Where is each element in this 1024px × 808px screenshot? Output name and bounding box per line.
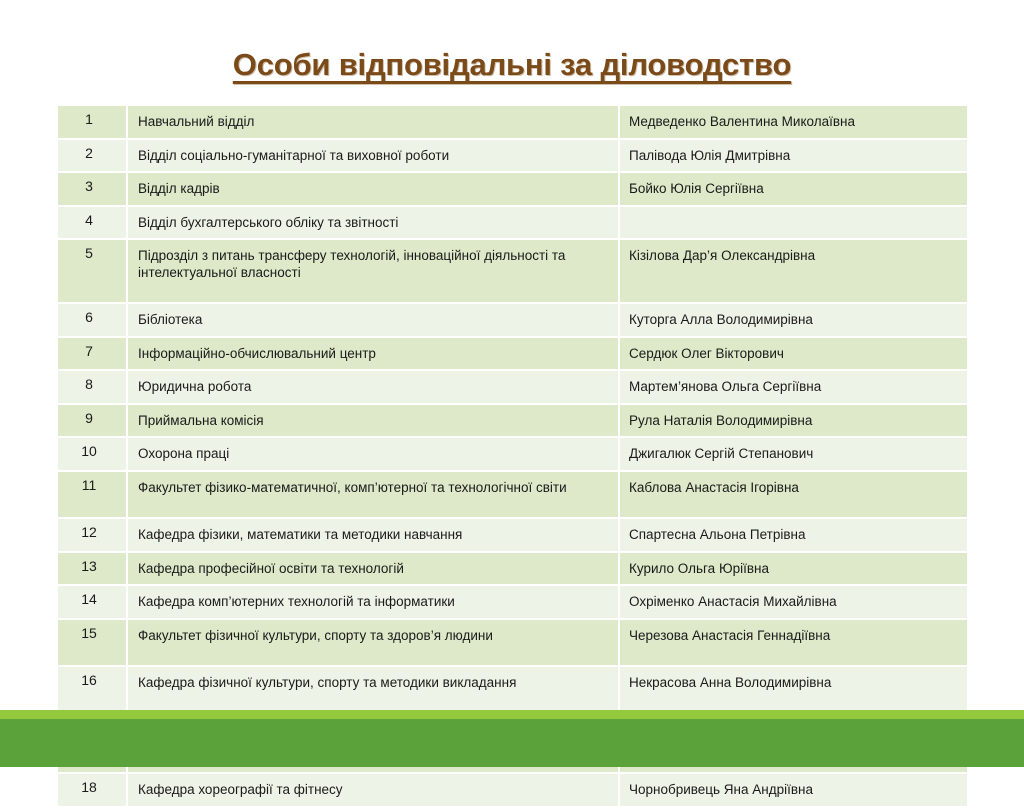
unit-name: Факультет фізичної культури, спорту та здоров’я людини (138, 627, 493, 643)
roster-table (58, 106, 967, 808)
responsible-person-cell (620, 338, 967, 372)
table-row[interactable] (58, 438, 967, 472)
row-number-cell (58, 472, 128, 520)
unit-name: Кафедра фізичної культури, спорту та методики викладання (138, 675, 517, 690)
row-number: 10 (81, 443, 97, 459)
table-row[interactable] (58, 240, 967, 304)
row-number: 1 (85, 111, 93, 127)
responsible-person-cell (620, 472, 967, 520)
unit-name: Навчальний відділ (138, 114, 255, 129)
row-number-cell (58, 173, 128, 207)
unit-cell (128, 371, 620, 405)
row-number: 14 (81, 591, 97, 607)
unit-cell (128, 304, 620, 338)
table-row[interactable] (58, 338, 967, 372)
row-number: 2 (85, 144, 93, 161)
row-number-cell (58, 405, 128, 439)
responsible-person-cell (620, 438, 967, 472)
responsible-person-name: Чорнобривець Яна Андріївна (629, 782, 813, 797)
row-number-cell (58, 519, 128, 553)
responsible-person-cell (620, 620, 967, 668)
responsible-person-cell (620, 304, 967, 338)
row-number: 7 (85, 342, 93, 359)
row-number: 9 (85, 409, 93, 426)
unit-cell (128, 240, 620, 304)
roster-table-body (58, 106, 967, 808)
decor-bar-dark (0, 719, 1024, 767)
table-row[interactable] (58, 472, 967, 520)
unit-name: Юридична робота (138, 379, 252, 394)
responsible-person-name: Мартем’янова Ольга Сергіївна (629, 379, 822, 394)
row-number-cell (58, 553, 128, 587)
row-number-cell (58, 140, 128, 174)
table-row[interactable] (58, 207, 967, 241)
row-number: 4 (85, 211, 93, 228)
table-row[interactable] (58, 371, 967, 405)
unit-name: Кафедра комп’ютерних технологій та інформатики (138, 594, 455, 609)
responsible-person-name: Каблова Анастасія Ігорівна (629, 479, 799, 495)
unit-cell (128, 173, 620, 207)
row-number-cell (58, 207, 128, 241)
unit-cell (128, 553, 620, 587)
unit-cell (128, 586, 620, 620)
table-row[interactable] (58, 774, 967, 808)
responsible-person-cell (620, 173, 967, 207)
responsible-person-cell (620, 140, 967, 174)
responsible-person-cell (620, 519, 967, 553)
table-row[interactable] (58, 553, 967, 587)
responsible-person-name: Джигалюк Сергій Степанович (629, 446, 814, 461)
unit-name: Інформаційно-обчислювальний центр (138, 345, 376, 361)
row-number: 11 (81, 476, 97, 493)
unit-name: Бібліотека (138, 312, 203, 327)
unit-cell (128, 472, 620, 520)
decor-bar-light (0, 710, 1024, 719)
table-row[interactable] (58, 304, 967, 338)
unit-cell (128, 106, 620, 140)
row-number: 13 (81, 557, 97, 574)
unit-cell (128, 774, 620, 808)
responsible-persons-table (58, 106, 967, 808)
row-number-cell (58, 338, 128, 372)
unit-name: Відділ бухгалтерського обліку та звітності (138, 214, 399, 230)
unit-name: Відділ соціально-гуманітарної та виховної роботи (138, 147, 450, 163)
row-number-cell (58, 774, 128, 808)
row-number-cell (58, 304, 128, 338)
unit-cell (128, 620, 620, 668)
row-number-cell (58, 586, 128, 620)
responsible-person-name: Палівода Юлія Дмитрівна (629, 147, 791, 163)
unit-cell (128, 207, 620, 241)
responsible-person-name: Рула Наталія Володимирівна (629, 412, 813, 428)
table-row[interactable] (58, 106, 967, 140)
unit-name: Підрозділ з питань трансферу технологій, інноваційної діяльності та інтелектуальної власності (138, 248, 566, 280)
table-row[interactable] (58, 519, 967, 553)
row-number: 12 (81, 524, 97, 540)
responsible-person-cell (620, 106, 967, 140)
unit-name: Відділ кадрів (138, 181, 220, 196)
responsible-person-name: Некрасова Анна Володимирівна (629, 675, 832, 690)
unit-name: Охорона праці (138, 446, 230, 461)
responsible-person-name: Медведенко Валентина Миколаївна (629, 114, 855, 129)
responsible-person-name: Спартесна Альона Петрівна (629, 527, 806, 542)
unit-cell (128, 338, 620, 372)
unit-name: Кафедра професійної освіти та технологій (138, 560, 404, 576)
responsible-person-name: Куторга Алла Володимирівна (629, 312, 813, 327)
responsible-person-name: Кізілова Дар’я Олександрівна (629, 248, 816, 263)
responsible-person-name (620, 207, 967, 222)
unit-cell (128, 405, 620, 439)
row-number-cell (58, 371, 128, 405)
page-title: Особи відповідальні за діловодство (232, 46, 792, 82)
table-row[interactable] (58, 405, 967, 439)
unit-cell (128, 140, 620, 174)
responsible-person-cell (620, 553, 967, 587)
responsible-person-cell (620, 405, 967, 439)
row-number-cell (58, 240, 128, 304)
responsible-person-cell (620, 774, 967, 808)
row-number-cell (58, 106, 128, 140)
unit-name: Факультет фізико-математичної, комп’ютерної та технологічної світи (138, 479, 567, 495)
row-number-cell (58, 620, 128, 668)
row-number: 3 (85, 178, 93, 194)
unit-cell (128, 438, 620, 472)
responsible-person-name: Сердюк Олег Вікторович (629, 345, 784, 361)
responsible-person-name: Курило Ольга Юріївна (629, 560, 769, 576)
responsible-person-name: Охріменко Анастасія Михайлівна (629, 594, 837, 609)
unit-name: Кафедра хореографії та фітнесу (138, 782, 343, 797)
responsible-person-name: Черезова Анастасія Геннадіївна (629, 627, 831, 643)
row-number: 5 (85, 245, 93, 261)
table-row[interactable] (58, 140, 967, 174)
row-number: 8 (85, 376, 93, 392)
table-row[interactable] (58, 620, 967, 668)
row-number: 15 (81, 624, 97, 641)
row-number-cell (58, 438, 128, 472)
responsible-person-cell (620, 371, 967, 405)
table-row[interactable] (58, 586, 967, 620)
responsible-person-cell (620, 207, 967, 241)
responsible-person-cell (620, 240, 967, 304)
unit-name: Приймальна комісія (138, 412, 264, 428)
row-number: 6 (85, 309, 93, 325)
row-number: 18 (81, 779, 97, 795)
row-number: 16 (81, 672, 97, 688)
unit-name: Кафедра фізики, математики та методики навчання (138, 527, 463, 542)
table-row[interactable] (58, 173, 967, 207)
unit-cell (128, 519, 620, 553)
responsible-person-name: Бойко Юлія Сергіївна (629, 181, 764, 196)
responsible-person-cell (620, 586, 967, 620)
